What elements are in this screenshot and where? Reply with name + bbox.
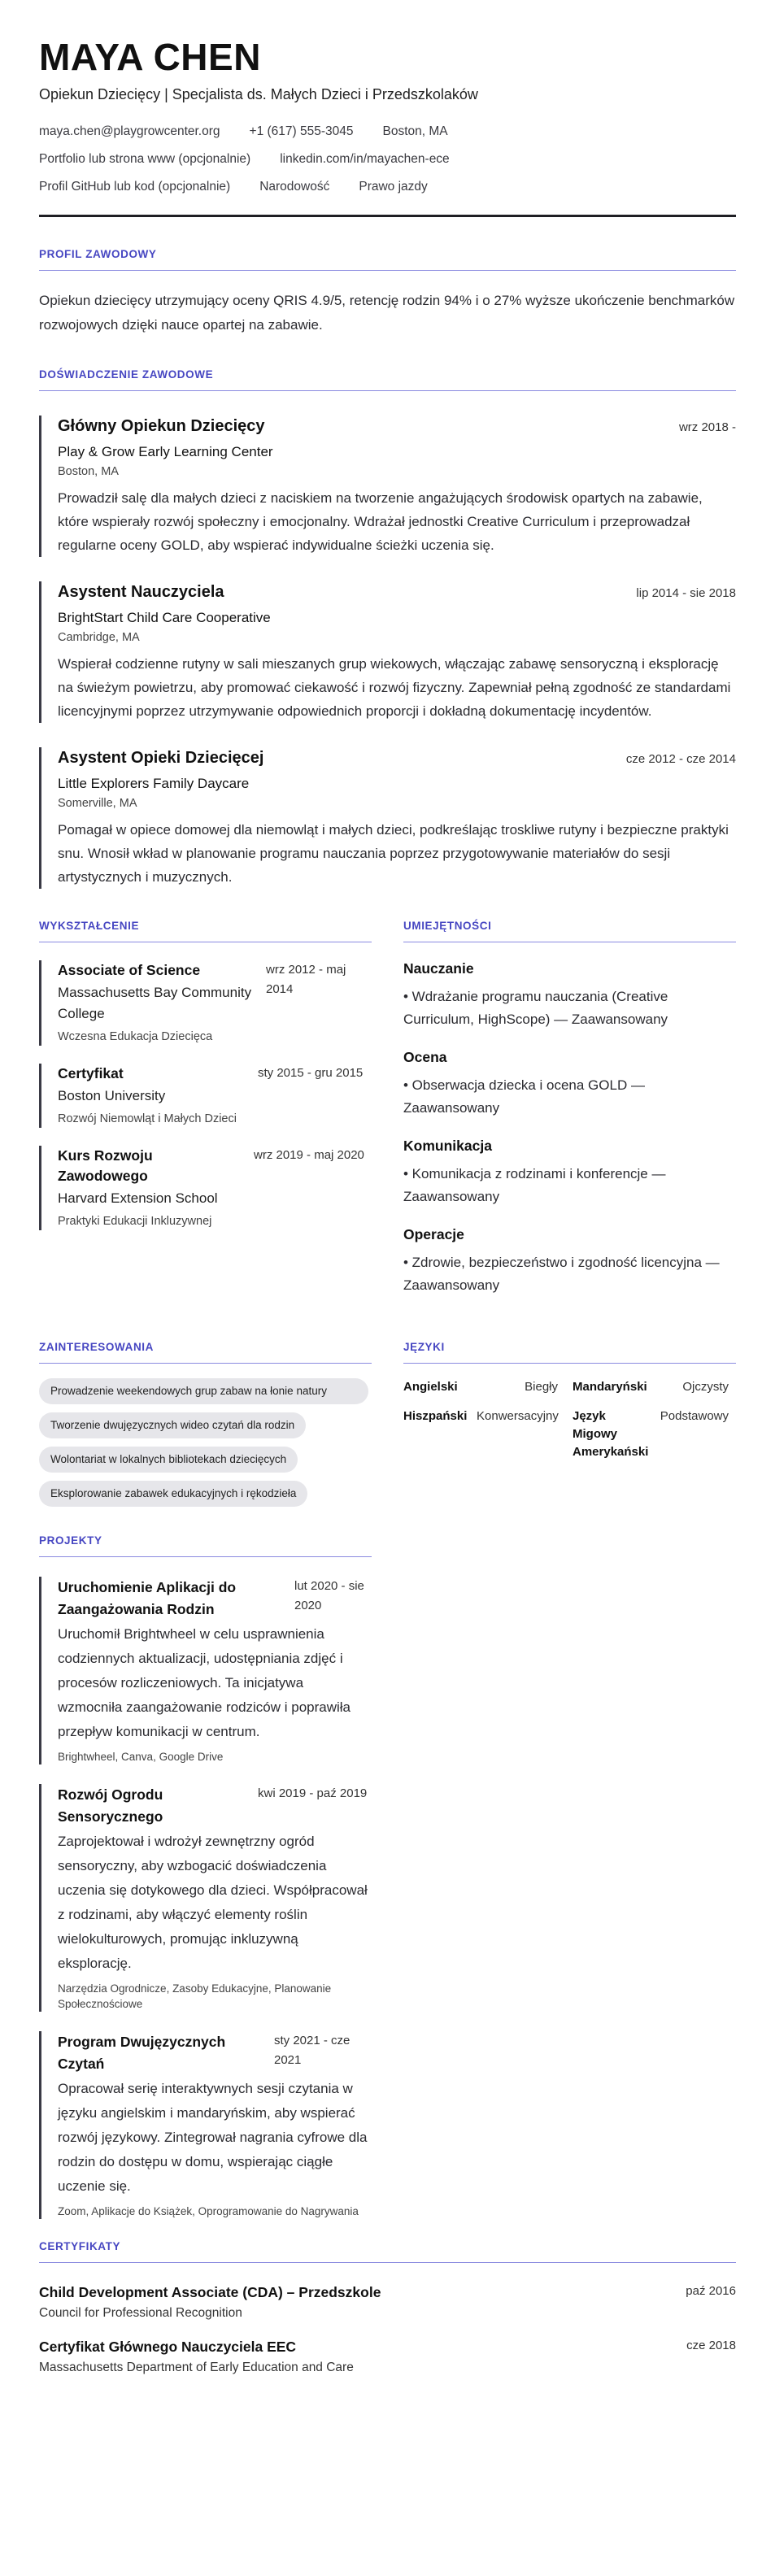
language-level: Biegły (525, 1380, 558, 1394)
project-description: Zaprojektował i wdrożył zewnętrzny ogród sensoryczny, aby wzbogacić doświadczenia uczenia się dotykowego dla dzieci. Współpracował z rodzinami, aby włączyć elementy roślin wielokulturowych, promując inkluzywną eksplorację. (58, 1834, 368, 1971)
job-title: Asystent Nauczyciela (58, 583, 224, 601)
candidate-name: MAYA CHEN (39, 36, 261, 78)
language-name: Język Migowy Amerykański (573, 1409, 649, 1459)
certification-title: Child Development Associate (CDA) – Przedszkole (39, 2284, 381, 2300)
interest-chip: Prowadzenie weekendowych grup zabaw na łonie natury (39, 1378, 368, 1404)
language-level: Ojczysty (682, 1380, 729, 1394)
field-of-study: Wczesna Edukacja Dziecięca (58, 1030, 213, 1043)
project-description: Uruchomił Brightwheel w celu usprawnienia codziennych aktualizacji, udostępniania zdjęć i procesów rozliczeniowych. Ta inicjatywa wzmocniła zaangażowanie rodziców i poprawiła przepływ komunikacji w centrum. (58, 1626, 351, 1739)
interest-chip: Eksplorowanie zabawek edukacyjnych i rękodzieła (39, 1481, 307, 1507)
job-description: Pomagał w opiece domowej dla niemowląt i małych dzieci, podkreślając troskliwe rutyny i bezpieczne praktyki snu. Wnosił wkład w planowanie programu nauczania poprzez przygotowywanie materiałów do sesji artystycznych i muzycznych. (58, 822, 729, 885)
contact-row (39, 124, 736, 140)
skill-category: Operacje (403, 1226, 464, 1242)
education-date: wrz 2019 - maj 2020 (254, 1148, 364, 1162)
language-level: Podstawowy (660, 1409, 729, 1423)
email-link[interactable]: maya.chen@playgrowcenter.org (39, 124, 220, 138)
skill-category: Nauczanie (403, 960, 474, 977)
experience-item (39, 747, 736, 889)
project-item (39, 2031, 372, 2219)
driving-license: Prawo jazdy (359, 180, 428, 194)
education-column (39, 889, 372, 1297)
experience-item (39, 581, 736, 723)
project-item (39, 1784, 372, 2012)
headline: Opiekun Dziecięcy | Specjalista ds. Małych Dzieci i Przedszkolaków (39, 86, 478, 102)
job-date: lip 2014 - sie 2018 (636, 586, 736, 600)
skill-category: Komunikacja (403, 1138, 492, 1154)
section-title-skills: UMIEJĘTNOŚCI (403, 920, 736, 942)
interest-chip: Tworzenie dwujęzycznych wideo czytań dla rodzin (39, 1412, 306, 1438)
portfolio-link[interactable]: Portfolio lub strona www (opcjonalnie) (39, 152, 251, 166)
certification-item (39, 2339, 736, 2375)
location: Boston, MA (382, 124, 448, 138)
project-tools: Brightwheel, Canva, Google Drive (58, 1751, 224, 1763)
phone-number[interactable]: +1 (617) 555-3045 (249, 124, 354, 138)
project-date: kwi 2019 - paź 2019 (258, 1786, 368, 1800)
project-title: Program Dwujęzycznych Czytań (58, 2034, 226, 2072)
skills-column (403, 889, 736, 1297)
job-company: BrightStart Child Care Cooperative (58, 610, 271, 625)
language-level: Konwersacyjny (477, 1409, 559, 1423)
skill-item: • Zdrowie, bezpieczeństwo i zgodność licencyjna — Zaawansowany (403, 1255, 720, 1293)
section-title-projects: PROJEKTY (39, 1534, 372, 1557)
language-name: Hiszpański (403, 1409, 468, 1423)
header-divider (39, 215, 736, 217)
contact-row (39, 179, 736, 195)
certification-date: cze 2018 (686, 2339, 736, 2352)
experience-item (39, 416, 736, 557)
section-title-certifications: CERTYFIKATY (39, 2240, 736, 2263)
job-description: Wspierał codzienne rutyny w sali mieszanych grup wiekowych, włączając zabawę sensoryczną i eksplorację na świeżym powietrzu, aby promować ciekawość i rozwój fizyczny. Zapewniał pełną zgodność ze standardami licencyjnymi poprzez utrzymywanie odpowiednich proporcji i dokładną dokumentację incydentów. (58, 656, 731, 719)
job-title: Asystent Opieki Dziecięcej (58, 749, 264, 767)
github-link[interactable]: Profil GitHub lub kod (opcjonalnie) (39, 180, 231, 194)
certification-issuer: Massachusetts Department of Early Education and Care (39, 2361, 354, 2374)
institution: Harvard Extension School (58, 1190, 218, 1206)
field-of-study: Praktyki Edukacji Inkluzywnej (58, 1215, 212, 1228)
skill-item: • Obserwacja dziecka i ocena GOLD — Zaawansowany (403, 1077, 645, 1116)
interest-chips (39, 1378, 372, 1515)
education-item (39, 1064, 372, 1128)
skill-category: Ocena (403, 1049, 447, 1065)
job-description: Prowadził salę dla małych dzieci z naciskiem na tworzenie angażujących środowisk opartych na zabawie, które wspierały rozwój społeczny i emocjonalny. Wdrażał jednostki Creative Curriculum i przeprowadzał regularne oceny GOLD, aby wspierać indywidualne ścieżki uczenia się. (58, 490, 703, 553)
job-date: cze 2012 - cze 2014 (625, 752, 736, 766)
project-item (39, 1577, 372, 1764)
language-name: Angielski (403, 1380, 458, 1394)
interest-chip: Wolontariat w lokalnych bibliotekach dziecięcych (39, 1447, 298, 1473)
institution: Boston University (58, 1088, 166, 1103)
skill-item: • Komunikacja z rodzinami i konferencje — Zaawansowany (403, 1166, 666, 1204)
languages-column (403, 1310, 736, 1515)
certification-issuer: Council for Professional Recognition (39, 2306, 242, 2320)
contact-row (39, 151, 736, 168)
job-company: Little Explorers Family Daycare (58, 776, 250, 791)
projects-column (39, 1534, 372, 2219)
project-tools: Narzędzia Ogrodnicze, Zasoby Edukacyjne, Planowanie Społecznościowe (58, 1982, 332, 2010)
section-title-interests: ZAINTERESOWANIA (39, 1341, 372, 1364)
job-location: Somerville, MA (58, 797, 137, 810)
interests-languages-columns (39, 1310, 736, 1515)
nationality: Narodowość (259, 180, 330, 194)
job-location: Cambridge, MA (58, 631, 140, 644)
degree-title: Certyfikat (58, 1065, 124, 1081)
language-name: Mandaryński (573, 1380, 647, 1394)
job-title: Główny Opiekun Dziecięcy (58, 417, 265, 435)
certification-title: Certyfikat Głównego Nauczyciela EEC (39, 2339, 297, 2355)
project-tools: Zoom, Aplikacje do Książek, Oprogramowanie do Nagrywania (58, 2205, 359, 2217)
education-item (39, 1146, 372, 1230)
section-title-languages: JĘZYKI (403, 1341, 736, 1364)
interests-column (39, 1310, 372, 1515)
section-title-summary: PROFIL ZAWODOWY (39, 248, 736, 271)
field-of-study: Rozwój Niemowląt i Małych Dzieci (58, 1112, 237, 1125)
section-title-experience: DOŚWIADCZENIE ZAWODOWE (39, 368, 736, 391)
certification-date: paź 2016 (686, 2284, 736, 2298)
project-title: Uruchomienie Aplikacji do Zaangażowania Rodzin (58, 1579, 237, 1617)
job-company: Play & Grow Early Learning Center (58, 444, 273, 459)
languages-grid (403, 1378, 736, 1461)
skill-item: • Wdrażanie programu nauczania (Creative Curriculum, HighScope) — Zaawansowany (403, 989, 668, 1027)
degree-title: Kurs Rozwoju Zawodowego (58, 1147, 153, 1184)
job-date: wrz 2018 - (678, 420, 736, 434)
summary-text: Opiekun dziecięcy utrzymujący oceny QRIS 4.9/5, retencję rodzin 94% i o 27% wyższe ukończenie benchmarków rozwojowych dzięki nauce opartej na zabawie. (39, 293, 735, 333)
degree-title: Associate of Science (58, 962, 201, 978)
project-description: Opracował serię interaktywnych sesji czytania w języku angielskim i mandaryńskim, aby wspierać rozwój językowy. Zintegrował nagrania cyfrowe dla rodzin do dostępu w domu, wspierając ciągłe uczenie się. (58, 2081, 368, 2194)
job-location: Boston, MA (58, 465, 119, 478)
education-date: sty 2015 - gru 2015 (258, 1066, 364, 1080)
project-title: Rozwój Ogrodu Sensorycznego (58, 1786, 163, 1825)
project-date: sty 2021 - cze 2021 (274, 2034, 350, 2067)
certification-item (39, 2284, 736, 2321)
section-title-education: WYKSZTAŁCENIE (39, 920, 372, 942)
education-item (39, 960, 372, 1046)
linkedin-link[interactable]: linkedin.com/in/mayachen-ece (280, 152, 450, 166)
education-date: wrz 2012 - maj 2014 (266, 963, 346, 996)
institution: Massachusetts Bay Community College (58, 985, 252, 1021)
education-skills-columns (39, 889, 736, 1297)
project-date: lut 2020 - sie 2020 (294, 1579, 364, 1612)
